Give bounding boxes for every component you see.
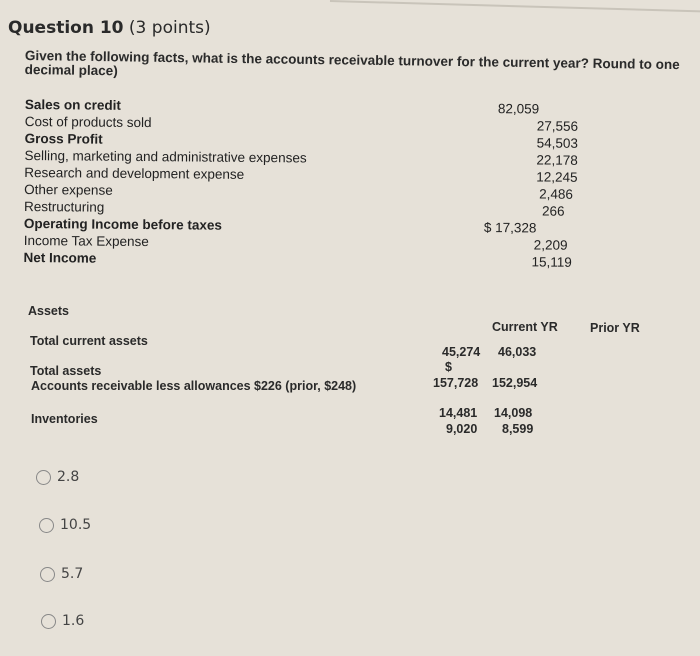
income-value: 82,059 [497,101,540,117]
income-label: Gross Profit [24,130,103,147]
income-label: Net Income [23,249,97,266]
income-value: 266 [541,203,565,219]
asset-prior: 14,098 [494,406,533,420]
radio-button-icon[interactable] [39,518,54,533]
assets-heading: Assets [28,304,69,318]
income-value: 2,209 [533,237,568,253]
option-label: 1.6 [62,613,85,629]
asset-label: Total assets [30,364,102,378]
question-header [8,18,211,38]
income-value: $ 17,328 [483,220,537,236]
asset-label: Accounts receivable less allowances $226 (prior, $248) [31,379,357,393]
income-label: Cost of products sold [24,113,152,131]
option-label: 5.7 [61,566,84,582]
answer-option[interactable] [40,566,83,582]
answer-option[interactable] [39,517,91,533]
radio-button-icon[interactable] [40,567,55,582]
question-prompt: Given the following facts, what is the accounts receivable turnover for the current year? Round to one decimal place) [24,48,680,79]
asset-current: 9,020 [446,422,478,436]
radio-button-icon[interactable] [36,470,51,485]
option-label: 2.8 [57,469,80,485]
question-points: (3 points) [128,18,211,38]
asset-current: 45,274 [442,345,481,359]
income-label: Research and development expense [24,164,245,182]
answer-option[interactable] [41,613,84,629]
income-value: 22,178 [536,152,578,168]
column-header-current: Current YR [492,320,558,334]
asset-prior: 8,599 [502,422,534,436]
asset-current: 157,728 [433,376,479,390]
question-title: Question 10 [8,18,124,38]
income-value: 15,119 [531,254,572,270]
income-value: 27,556 [536,118,579,134]
income-statement [24,96,625,271]
income-label: Sales on credit [24,96,122,113]
income-label: Selling, marketing and administrative expenses [24,147,307,166]
page-edge-line [330,0,700,13]
income-label: Restructuring [23,198,105,215]
radio-button-icon[interactable] [41,614,56,629]
income-value: 54,503 [536,135,578,151]
asset-label: Total current assets [30,334,148,348]
asset-prior: 46,033 [498,345,537,359]
income-label: Other expense [24,181,113,198]
income-value: 12,245 [536,169,578,185]
dollar-sign: $ [445,360,452,374]
asset-current: 14,481 [439,406,478,420]
option-label: 10.5 [60,517,92,533]
income-value: 2,486 [539,186,574,202]
asset-prior: 152,954 [492,376,538,390]
asset-label: Inventories [31,412,98,426]
column-header-prior: Prior YR [590,321,640,335]
income-label: Operating Income before taxes [23,215,223,233]
answer-option[interactable] [36,469,79,485]
income-label: Income Tax Expense [23,232,149,250]
